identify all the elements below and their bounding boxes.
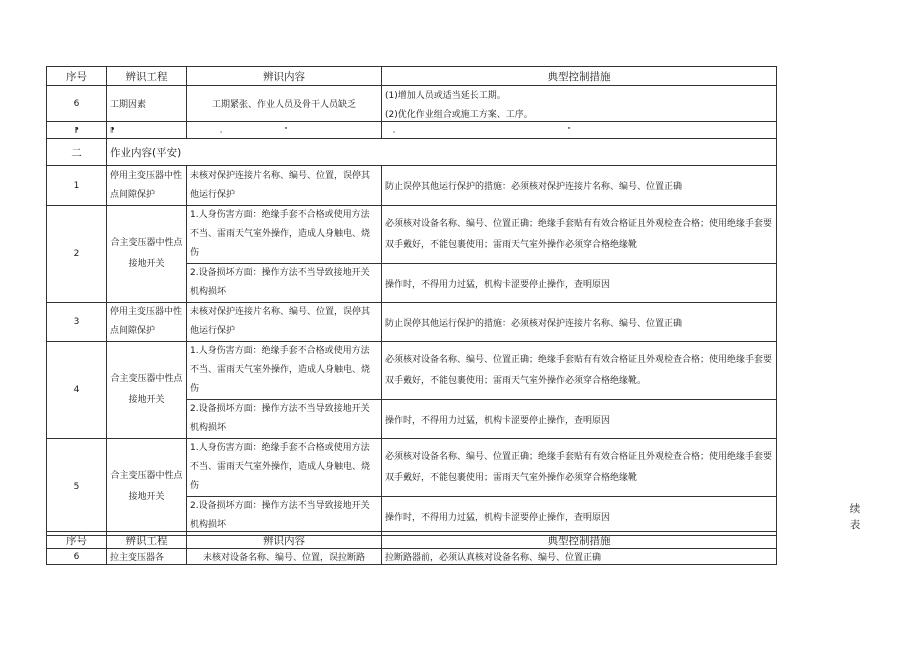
- header-content: 辨识内容: [187, 532, 382, 549]
- table-header-row: [47, 532, 777, 549]
- table-row: [47, 342, 777, 400]
- row-content: 未核对设备名称、编号、位置，误拉断路: [187, 549, 382, 565]
- section-title: 作业内容(平安): [107, 139, 777, 166]
- table-header-row: [47, 67, 777, 86]
- header-project: 辨识工程: [107, 67, 187, 86]
- mark-no: ⁋: [47, 122, 107, 139]
- row-measures: 操作时，不得用力过猛，机构卡涩要停止操作，查明原因: [382, 400, 777, 439]
- header-no: 序号: [47, 67, 107, 86]
- row-project: 停用主变压器中性点间隙保护: [107, 166, 187, 206]
- header-no: 序号: [47, 532, 107, 549]
- measure-item: (2)优化作业组合或施工方案、工序。: [385, 109, 533, 120]
- table-row: [47, 206, 777, 264]
- section-row: [47, 139, 777, 166]
- row-measures: 必须核对设备名称、编号、位置正确；绝缘手套贴有有效合格证且外观检查合格；使用绝缘手套要双手戴好，不能包裹使用；雷雨天气室外操作必须穿合格绝缘靴: [382, 206, 777, 264]
- row-content: 1.人身伤害方面：绝缘手套不合格或使用方法不当、雷雨天气室外操作，造成人身触电、烧伤: [187, 342, 382, 400]
- section-no: 二: [47, 139, 107, 166]
- table-row: [47, 549, 777, 565]
- row-no: 5: [47, 439, 107, 536]
- row-measures: 拉断路器前，必须认真核对设备名称、编号、位置正确: [382, 549, 777, 565]
- table-row: [47, 86, 777, 122]
- row-measures: 必须核对设备名称、编号、位置正确；绝缘手套贴有有效合格证且外观检查合格；使用绝缘手套要双手戴好，不能包裹使用；雷雨天气室外操作必须穿合格绝缘靴: [382, 439, 777, 497]
- row-no: 3: [47, 303, 107, 342]
- header-measures: 典型控制措施: [382, 532, 777, 549]
- row-measures: [382, 86, 777, 122]
- row-measures: 操作时，不得用力过猛，机构卡涩要停止操作，查明原因: [382, 497, 777, 536]
- table-row: [47, 166, 777, 206]
- row-no: 2: [47, 206, 107, 303]
- mark-project: ⁋: [107, 122, 187, 139]
- row-no: 6: [47, 86, 107, 122]
- row-content: 未核对保护连接片名称、编号、位置，误停其他运行保护: [187, 303, 382, 342]
- row-measures: 必须核对设备名称、编号、位置正确；绝缘手套贴有有效合格证且外观检查合格；使用绝缘手套要双手戴好，不能包裹使用；雷雨天气室外操作必须穿合格绝缘靴。: [382, 342, 777, 400]
- row-no: 4: [47, 342, 107, 439]
- row-content: 未核对保护连接片名称、编号、位置，误停其他运行保护: [187, 166, 382, 206]
- row-project: 停用主变压器中性点间隙保护: [107, 303, 187, 342]
- marks-row: [47, 122, 777, 139]
- row-project: 合主变压器中性点接地开关: [107, 439, 187, 536]
- row-content: 1.人身伤害方面：绝缘手套不合格或使用方法不当、雷雨天气室外操作，造成人身触电、烧伤: [187, 439, 382, 497]
- measure-item: (1)增加人员或适当延长工期。: [385, 90, 506, 101]
- row-no: 6: [47, 549, 107, 565]
- continued-char: 续: [849, 503, 861, 515]
- hazard-table: [46, 66, 777, 536]
- header-content: 辨识内容: [187, 67, 382, 86]
- row-project: 合主变压器中性点接地开关: [107, 206, 187, 303]
- row-content: 2.设备损坏方面：操作方法不当导致接地开关机构损坏: [187, 264, 382, 303]
- row-project: 工期因素: [107, 86, 187, 122]
- mark-content: , ": [187, 122, 382, 139]
- row-content: 2.设备损坏方面：操作方法不当导致接地开关机构损坏: [187, 497, 382, 536]
- table-row: [47, 303, 777, 342]
- continued-table: [46, 531, 777, 565]
- row-measures: 防止误停其他运行保护的措施：必须核对保护连接片名称、编号、位置正确: [382, 303, 777, 342]
- continued-char: 表: [849, 519, 861, 531]
- row-content: 工期紧张、作业人员及骨干人员缺乏: [187, 86, 382, 122]
- continued-label: [848, 501, 862, 533]
- mark-measures: , ": [382, 122, 777, 139]
- row-no: 1: [47, 166, 107, 206]
- row-project: 拉主变压器各: [107, 549, 187, 565]
- row-content: 2.设备损坏方面：操作方法不当导致接地开关机构损坏: [187, 400, 382, 439]
- header-measures: 典型控制措施: [382, 67, 777, 86]
- row-project: 合主变压器中性点接地开关: [107, 342, 187, 439]
- header-project: 辨识工程: [107, 532, 187, 549]
- row-measures: 防止误停其他运行保护的措施：必须核对保护连接片名称、编号、位置正确: [382, 166, 777, 206]
- row-content: 1.人身伤害方面：绝缘手套不合格或使用方法不当、雷雨天气室外操作，造成人身触电、烧伤: [187, 206, 382, 264]
- table-row: [47, 439, 777, 497]
- row-measures: 操作时，不得用力过猛，机构卡涩要停止操作，查明原因: [382, 264, 777, 303]
